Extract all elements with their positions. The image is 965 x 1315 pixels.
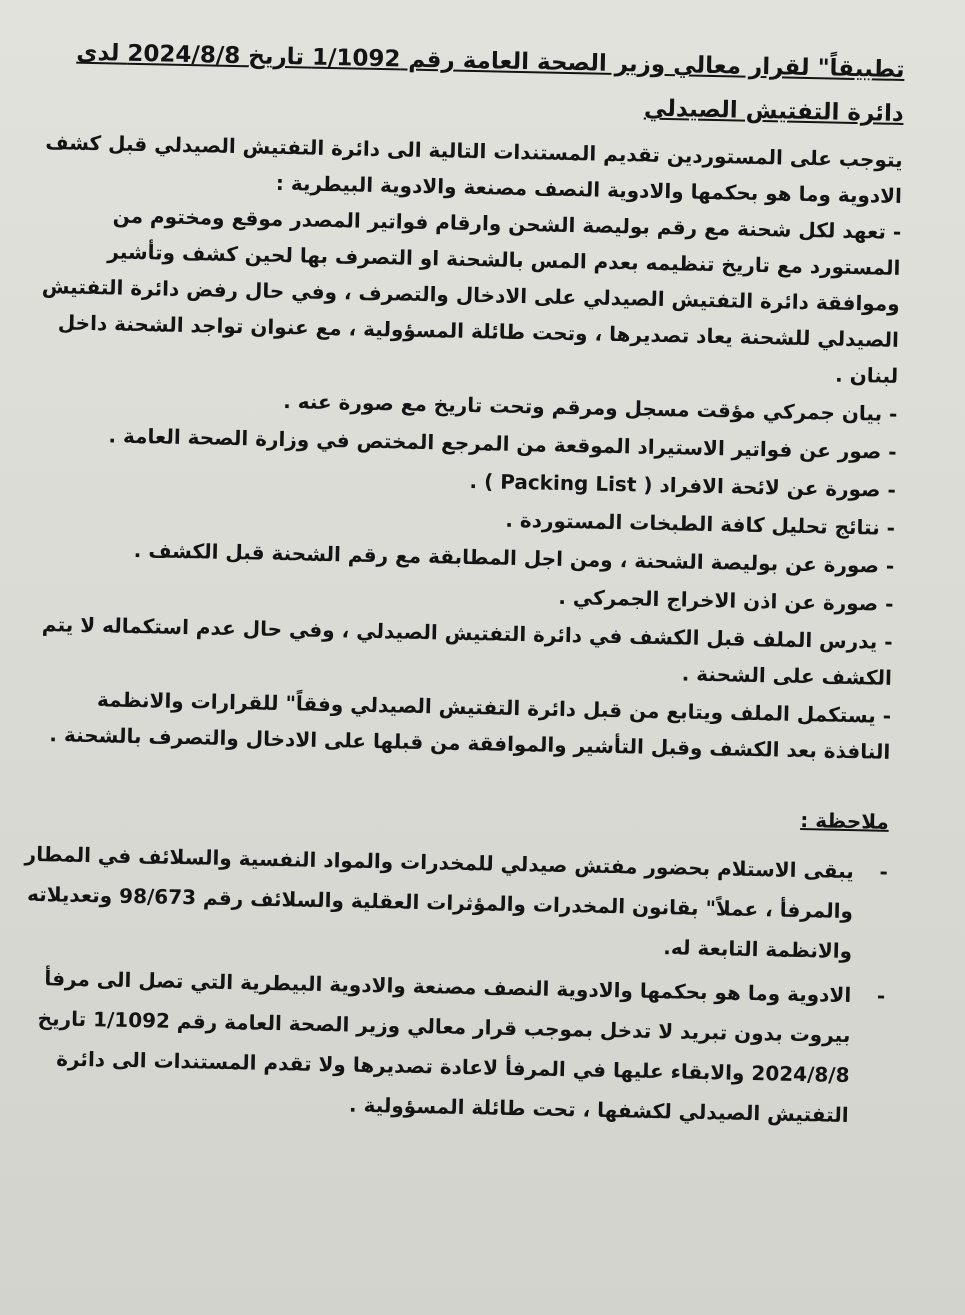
list-item: - صور عن فواتير الاستيراد الموقعة من المرجع المختص في وزارة الصحة العامة . bbox=[108, 423, 897, 464]
required-documents-list bbox=[25, 196, 901, 770]
intro-paragraph: يتوجب على المستوردين تقديم المستندات التالية الى دائرة التفتيش الصيدلي قبل كشف الادوية وما هو بحكمها والادوية النصف مصنعة والادوية البيطرية : bbox=[45, 130, 903, 208]
title-line-2: دائرة التفتيش الصيدلي bbox=[643, 95, 904, 127]
list-item: - يدرس الملف قبل الكشف في دائرة التفتيش الصيدلي ، وفي حال عدم استكماله لا يتم الكشف على الشحنة . bbox=[41, 612, 893, 690]
bullet-dash: - bbox=[879, 859, 889, 884]
list-item: - صورة عن لائحة الافراد ( Packing List ) . bbox=[469, 468, 897, 502]
note-text: الادوية وما هو بحكمها والادوية النصف مصنعة والادوية البيطرية التي تصل الى مرفأ بيروت بدون تبريد لا تدخل بموجب قرار معالي وزير الصحة العامة رقم 1/1092 تاريخ 2024/8/8 والابقاء عليها في المرفأ لاعادة تصديرها ولا تقدم المستندات الى دائرة التفتيش الصيدلي لكشفها ، تحت طائلة المسؤولية . bbox=[37, 966, 852, 1128]
list-item: - صورة عن بوليصة الشحنة ، ومن اجل المطابقة مع رقم الشحنة قبل الكشف . bbox=[133, 537, 895, 578]
list-item: - نتائج تحليل كافة الطبخات المستوردة . bbox=[505, 507, 896, 540]
note-item bbox=[21, 834, 888, 972]
bullet-dash: - bbox=[876, 983, 886, 1008]
note-text: يبقى الاستلام بحضور مفتش صيدلي للمخدرات والمواد النفسية والسلائف في المطار والمرفأ ، عملاً" بقانون المخدرات والمؤثرات العقلية والسلائف رقم 98/673 وتعديلاته والانظمة التابعة له. bbox=[24, 841, 855, 964]
document-body bbox=[17, 32, 905, 1140]
note-item bbox=[17, 958, 885, 1136]
list-item: - يستكمل الملف ويتابع من قبل دائرة التفتيش الصيدلي وفقاً" للقرارات والانظمة النافذة بعد الكشف وقبل التأشير والموافقة من قبلها على الادخال والتصرف بالشحنة . bbox=[49, 687, 892, 764]
document-title bbox=[38, 32, 905, 134]
title-line-1: تطبيقاً" لقرار معالي وزير الصحة العامة رقم 1/1092 تاريخ 2024/8/8 لدى bbox=[76, 39, 905, 83]
notes-heading: ملاحظة : bbox=[800, 807, 890, 834]
list-item: - صورة عن اذن الاخراج الجمركي . bbox=[558, 584, 894, 616]
list-item: - بيان جمركي مؤقت مسجل ومرقم وتحت تاريخ مع صورة عنه . bbox=[282, 389, 898, 426]
notes-list bbox=[17, 834, 888, 1136]
list-item: - تعهد لكل شحنة مع رقم بوليصة الشحن وارقام فواتير المصدر موقع ومختوم من المستورد مع تاريخ تنظيمه بعدم المس بالشحنة او التصرف بها لحين كشف وتأشير وموافقة دائرة التفتيش الصيدلي على الادخال والتصرف ، وفي حال رفض دائرة التفتيش الصيدلي للشحنة يعاد تصديرها ، وتحت طائلة المسؤولية ، مع عنوان تواجد الشحنة داخل لبنان . bbox=[41, 203, 902, 388]
